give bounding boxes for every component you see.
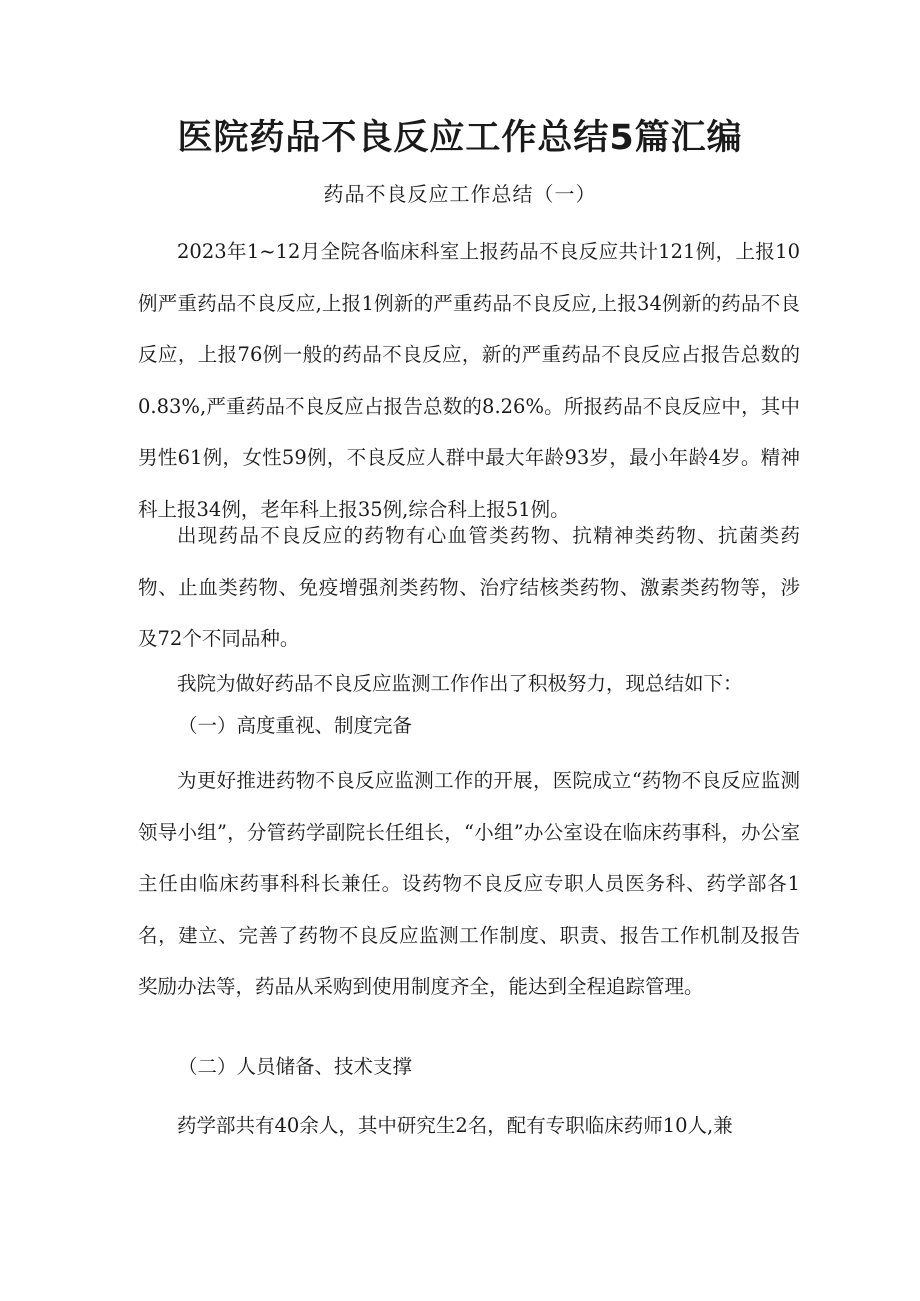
paragraph-summary-intro: 我院为做好药品不良反应监测工作作出了积极努力，现总结如下： <box>177 672 743 695</box>
paragraph-staff: 药学部共有40余人，其中研究生2名，配有专职临床药师10人,兼 <box>177 1114 733 1137</box>
document-title: 医院药品不良反应工作总结5篇汇编 <box>177 118 743 158</box>
heading-section-1: （一）高度重视、制度完备 <box>178 714 413 737</box>
heading-section-2: （二）人员储备、技术支撑 <box>178 1055 413 1078</box>
section-subtitle: 药品不良反应工作总结（一） <box>323 182 597 206</box>
paragraph-statistics: 2023年1~12月全院各临床科室上报药品不良反应共计121例，上报10例严重药品不良反应,上报1例新的严重药品不良反应,上报34例新的药品不良反应，上报76例一般的药品不良反应，新的严重药品不良反应占报告总数的0.83%,严重药品不良反应占报告总数的8.26%。所报药品不良反应中，其中男性61例，女性59例，不良反应人群中最大年龄93岁，最小年龄4岁。精神科上报34例，老年科上报35例,综合科上报51例。 <box>138 240 800 521</box>
paragraph-drug-types: 出现药品不良反应的药物有心血管类药物、抗精神类药物、抗菌类药物、止血类药物、免疫增强剂类药物、治疗结核类药物、激素类药物等，涉及72个不同品种。 <box>138 524 800 651</box>
paragraph-organization: 为更好推进药物不良反应监测工作的开展，医院成立“药物不良反应监测领导小组”，分管药学副院长任组长，“小组”办公室设在临床药事科，办公室主任由临床药事科科长兼任。设药物不良反应专职人员医务科、药学部各1名，建立、完善了药物不良反应监测工作制度、职责、报告工作机制及报告奖励办法等，药品从采购到使用制度齐全，能达到全程追踪管理。 <box>138 769 800 999</box>
